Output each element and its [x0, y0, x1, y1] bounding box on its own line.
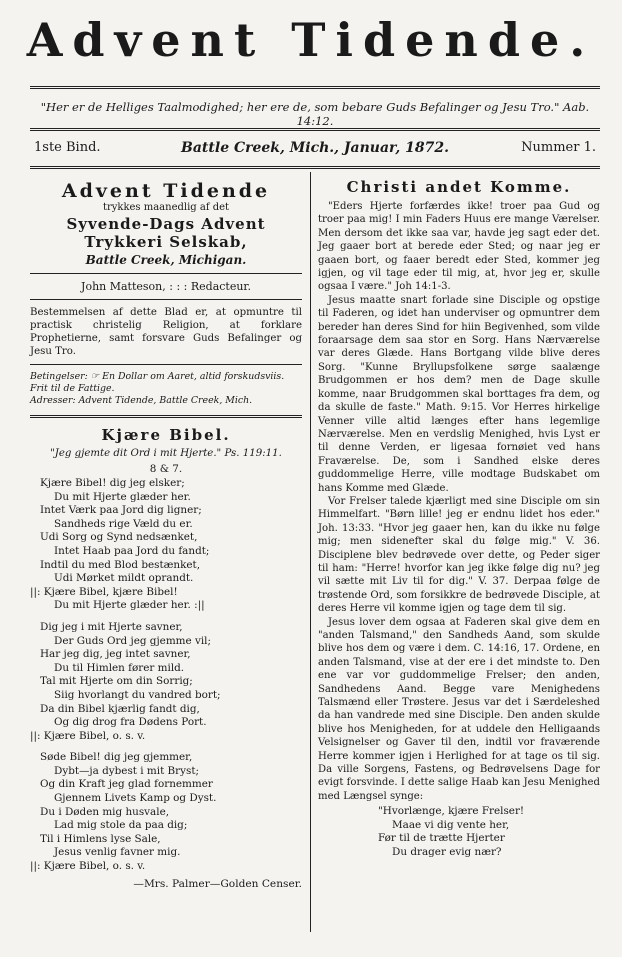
verse-line: Siig hvorlangt du vandred bort;	[54, 688, 221, 701]
column-divider	[310, 172, 311, 932]
divider	[30, 299, 302, 300]
divider	[30, 273, 302, 274]
verse-line: Sandheds rige Væld du er.	[54, 517, 193, 530]
verse-line: Tal mit Hjerte om din Sorrig;	[40, 675, 193, 688]
verse-line: Til i Himlens lyse Sale,	[40, 832, 161, 845]
verse-line: Lad mig stole da paa dig;	[54, 819, 188, 832]
verse-line: Intet Haab paa Jord du fandt;	[54, 544, 210, 557]
verse-line: Du mit Hjerte glæder her. :||	[54, 599, 205, 612]
verse-line: Du i Døden mig husvale,	[40, 805, 170, 818]
publisher-title: Advent Tidende	[61, 180, 271, 202]
article-body	[318, 200, 600, 803]
verse-line: "Hvorlænge, kjære Frelser!	[378, 805, 525, 818]
verse-line: Du mit Hjerte glæder her.	[54, 490, 191, 503]
motto-rule	[30, 128, 600, 131]
dateline-rule	[30, 166, 600, 169]
divider	[30, 415, 302, 418]
verse-line: Maae vi dig vente her,	[392, 818, 510, 831]
verse-line: ||: Kjære Bibel, kjære Bibel!	[30, 585, 178, 598]
purpose-statement: Bestemmelsen af dette Blad er, at opmuntre til practisk christelig Religion, at forklare Prophetierne, samt forsvare Guds Befalinger og Jesu Tro.	[30, 307, 302, 357]
masthead-rule	[30, 86, 600, 89]
verse-line: Intet Værk paa Jord dig ligner;	[40, 504, 202, 517]
editor-line: John Matteson, : : : Redacteur.	[81, 280, 251, 293]
verse-line: Før til de trætte Hjerter	[378, 832, 505, 845]
verse-line: Du drager evig nær?	[392, 846, 502, 859]
verse-line: Og dig drog fra Dødens Port.	[54, 716, 207, 729]
verse-line: Der Guds Ord jeg gjemme vil;	[54, 634, 211, 647]
issue-number: Nummer 1.	[521, 140, 596, 155]
poem-stanza	[30, 477, 302, 613]
verse-line: Dig jeg i mit Hjerte savner,	[40, 620, 183, 633]
place-date: Battle Creek, Mich., Januar, 1872.	[181, 140, 449, 156]
verse-line: Dybt—ja dybest i mit Bryst;	[54, 764, 200, 777]
publisher-place: Battle Creek, Michigan.	[85, 253, 247, 267]
poem-signature: —Mrs. Palmer—Golden Censer.	[133, 877, 302, 890]
verse-line: Udi Sorg og Synd nedsænket,	[40, 531, 198, 544]
verse-line: ||: Kjære Bibel, o. s. v.	[30, 729, 146, 742]
article-paragraph: Jesus maatte snart forlade sine Disciple og opstige til Faderen, og idet han underviser og opmuntrer dem bereder han deres Sind for hiin Begivenhed, som vilde foraarsage dem saa stor en Sorg. Hans Nærværelse var deres Glæde. Hans Bortgang vilde blive deres Sorg. "Kunne Bryllupsfolkene sørge saalænge Brudgommen er hos dem? men de Dage skulle komme, naar Brudgommen skal borttages fra dem, og da skulle de faste." Math. 9:15. Vor Herres hirkelige Venner ville altid længes efter hans legemlige Nærværelse. Men en verdslig Menighed, hvis Lyst er til denne Verden, er ligesaa fornøiet ved hans Fraværelse. De, som i Sandhed elske deres guddommelige Herre, ville modtage Budskabet om hans Komme med Glæde.	[318, 294, 600, 494]
verse-line: Har jeg dig, jeg intet savner,	[40, 648, 191, 661]
poem-stanza	[30, 751, 302, 873]
article-paragraph: "Eders Hjerte forfærdes ikke! troer paa Gud og troer paa mig! I min Faders Huus ere mange Værelser. Men dersom det ikke saa var, havde jeg sagt eder det. Jeg gaaer bort at berede eder Sted; og naar jeg er gaaen bort, og faaer beredt eder Sted, kommer jeg igjen, og vil tage eder til mig, at, hvor jeg er, skulle ogsaa I være." Joh 14:1-3.	[318, 201, 600, 293]
verse-line: Gjennem Livets Kamp og Dyst.	[54, 792, 217, 805]
article-paragraph: Vor Frelser talede kjærligt med sine Disciple om sin Himmelfart. "Børn lille! jeg er endnu lidet hos eder." Joh. 13:33. "Hvor jeg gaaer hen, kan du ikke nu følge mig; men sidenefter skal du følge mig." V. 36. Disciplene blev bedrøvede over dette, og Peder siger til ham: "Herre! hvorfor kan jeg ikke følge dig nu? jeg vil sætte mit Liv til for dig." V. 37. Derpaa følge de trøstende Ord, som forsikkre de bedrøvede Disciple, at deres Herre vil komme igjen og tage dem til sig.	[318, 495, 600, 615]
verse-line: Søde Bibel! dig jeg gjemmer,	[40, 751, 193, 764]
verse-line: Og din Kraft jeg glad fornemmer	[40, 778, 213, 791]
verse-line: Udi Mørket mildt oprandt.	[54, 572, 194, 585]
divider	[30, 364, 302, 365]
verse-line: Du til Himlen fører mild.	[54, 661, 185, 674]
verse-line: ||: Kjære Bibel, o. s. v.	[30, 860, 146, 873]
article-title: Christi andet Komme.	[346, 178, 572, 196]
left-column	[30, 176, 302, 890]
article-paragraph: Jesus lover dem ogsaa at Faderen skal give dem en "anden Talsmand," den Sandheds Aand, som skulde blive hos dem og være i dem. C. 14:16, 17. Ordene, en anden Talsmand, vise at der ere i det mindste to. Den ene var vor guddommelige Frelser; den anden, Sandhedens Aand. Begge vare Menighedens Talsmænd eller Trøstere. Jesus var det i Særdeleshed da han vandrede med sine Disciple. Den anden skulde blive hos Menigheden, for at uddele den Helligaands Velsignelser og Gaver til den, indtil vor fraværende Herre kommer igjen i Herlighed for at tage os til sig. Da ville Sorgens, Fastens, og Bedrøvelsens Dage for evigt forsvinde. I dette salige Haab kan Jesu Menighed med Længsel synge:	[318, 616, 600, 802]
publisher-society: Syvende-Dags Advent Trykkeri Selskab,	[66, 215, 266, 251]
motto: "Her er de Helliges Taalmodighed; her ere de, som bebare Guds Befalinger og Jesu Tro." Aab. 14:12.	[40, 100, 590, 128]
subscription-conditions: Betingelser: ☞ En Dollar om Aaret, altid forskudsviis. Frit til de Fattige.	[30, 371, 285, 394]
poem-epigraph: "Jeg gjemte dit Ord i mit Hjerte." Ps. 119:11.	[50, 448, 282, 459]
closing-verse	[378, 805, 600, 859]
right-column	[318, 176, 600, 860]
poem-stanza	[30, 621, 302, 743]
volume-label: 1ste Bind.	[34, 140, 101, 155]
poem-meter: 8 & 7.	[149, 463, 183, 475]
verse-line: Indtil du med Blod bestænket,	[40, 558, 201, 571]
verse-line: Jesus venlig favner mig.	[54, 846, 181, 859]
poem-title: Kjære Bibel.	[101, 426, 231, 444]
dateline	[30, 140, 600, 160]
verse-line: Da din Bibel kjærlig fandt dig,	[40, 702, 200, 715]
verse-line: Kjære Bibel! dig jeg elsker;	[40, 477, 185, 489]
masthead-title: Advent Tidende.	[26, 13, 596, 67]
address-line: Adresser: Advent Tidende, Battle Creek, Mich.	[30, 395, 253, 406]
printed-by: trykkes maanedlig af det	[102, 202, 230, 213]
